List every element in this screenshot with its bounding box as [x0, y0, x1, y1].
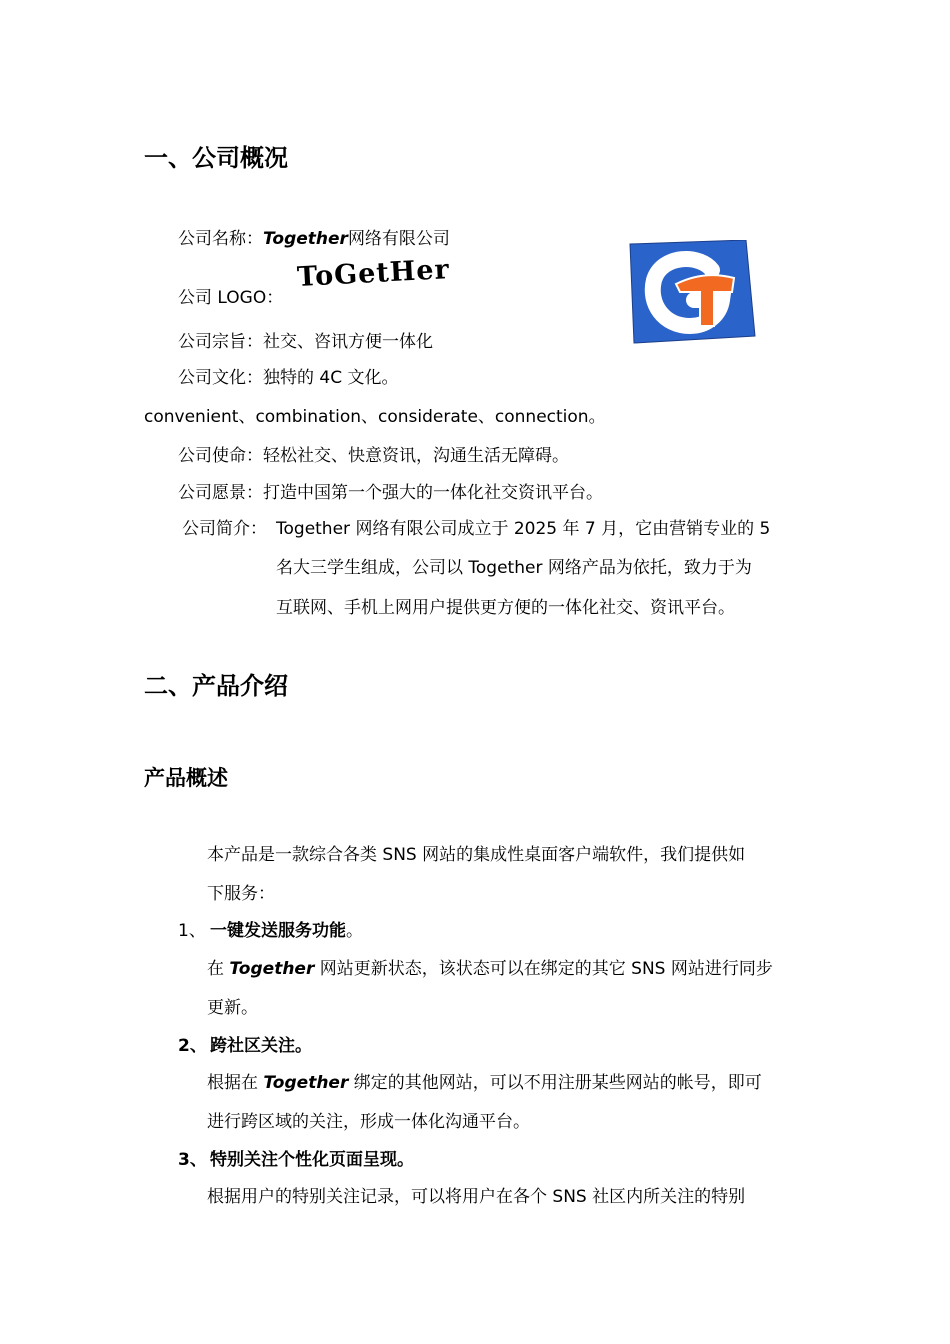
service-item-2-desc-2: 进行跨区域的关注，形成一体化沟通平台。 — [207, 1112, 530, 1132]
company-intro-label: 公司简介： — [182, 519, 267, 539]
service-item-1-title-end: 。 — [346, 921, 363, 941]
company-culture: 公司文化：独特的 4C 文化。 — [178, 368, 399, 388]
product-overview-heading: 产品概述 — [144, 766, 228, 790]
service-item-3-number: 3、 — [178, 1150, 207, 1170]
company-intro-line-3: 互联网、手机上网用户提供更方便的一体化社交、资讯平台。 — [276, 598, 735, 618]
service-item-2-desc-1 — [207, 1068, 762, 1093]
service-item-1-desc-1 — [207, 954, 773, 979]
service-item-3-title: 特别关注个性化页面呈现。 — [210, 1150, 414, 1170]
overview-line-1: 本产品是一款综合各类 SNS 网站的集成性桌面客户端软件，我们提供如 — [207, 845, 746, 865]
service-item-2-desc-pre: 根据在 — [207, 1073, 264, 1093]
company-name-rest: 网络有限公司 — [347, 229, 450, 249]
company-name-label: 公司名称： — [178, 229, 263, 249]
service-item-1-desc-brand: Together — [229, 959, 315, 979]
company-logo-label: 公司 LOGO： — [178, 288, 284, 308]
service-item-2-desc-brand: Together — [263, 1073, 349, 1093]
company-purpose: 公司宗旨：社交、咨讯方便一体化 — [178, 332, 433, 352]
service-item-1-desc-post: 网站更新状态，该状态可以在绑定的其它 SNS 网站进行同步 — [314, 959, 773, 979]
company-logo-icon — [628, 240, 756, 344]
company-logo-wordmark: ToGetHer — [296, 254, 451, 293]
section-1-title: 一、公司概况 — [144, 144, 288, 172]
service-item-1-number: 1、 — [178, 921, 206, 941]
company-intro-line-2: 名大三学生组成，公司以 Together 网络产品为依托，致力于为 — [276, 558, 752, 578]
service-item-1-desc-pre: 在 — [207, 959, 230, 979]
company-vision: 公司愿景：打造中国第一个强大的一体化社交资讯平台。 — [178, 483, 603, 503]
company-name-line — [178, 224, 450, 249]
service-item-2-desc-post: 绑定的其他网站，可以不用注册某些网站的帐号，即可 — [348, 1073, 762, 1093]
service-item-2-title: 跨社区关注。 — [210, 1036, 312, 1056]
service-item-2-number: 2、 — [178, 1036, 207, 1056]
service-item-3-desc-1: 根据用户的特别关注记录，可以将用户在各个 SNS 社区内所关注的特别 — [207, 1187, 746, 1207]
company-culture-detail: convenient、combination、considerate、connection。 — [144, 407, 606, 427]
company-intro-line-1: Together 网络有限公司成立于 2025 年 7 月，它由营销专业的 5 — [276, 519, 771, 539]
company-mission: 公司使命：轻松社交、快意资讯，沟通生活无障碍。 — [178, 446, 569, 466]
service-item-1-title-text: 一键发送服务功能 — [210, 921, 346, 941]
service-item-1-desc-2: 更新。 — [207, 998, 258, 1018]
company-name-brand: Together — [263, 229, 348, 249]
service-item-1-title — [210, 916, 363, 941]
section-2-title: 二、产品介绍 — [144, 672, 288, 700]
overview-line-2: 下服务： — [207, 884, 275, 904]
